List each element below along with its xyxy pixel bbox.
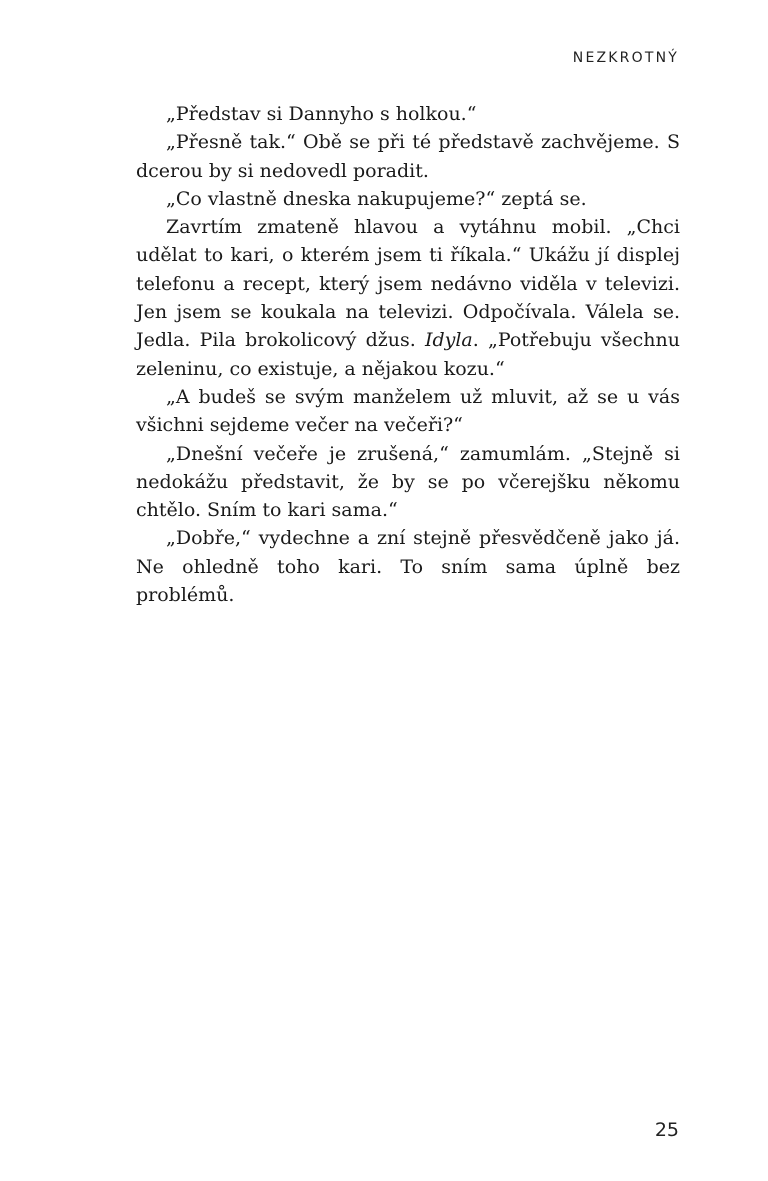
running-head: NEZKROTNÝ (572, 50, 679, 66)
italic-emphasis: Idyla (424, 329, 473, 352)
body-text (136, 100, 680, 609)
paragraph: „Přesně tak.“ Obě se při té představě zachvějeme. S dcerou by si nedovedl poradit. (136, 131, 680, 182)
paragraph: „A budeš se svým manželem už mluvit, až se u vás všichni sejdeme večer na večeři?“ (136, 385, 680, 437)
paragraph: „Dnešní večeře je zrušená,“ zamumlám. „Stejně si nedokážu představit, že by se po včerejšku někomu chtělo. Sním to kari sama.“ (136, 442, 680, 522)
paragraph-text: . „Potřebuju všechnu zeleninu, co existuje, a nějakou kozu.“ (136, 329, 681, 380)
paragraph (136, 213, 680, 383)
page-number: 25 (654, 1119, 679, 1141)
paragraph: „Představ si Dannyho s holkou.“ (166, 103, 477, 125)
paragraph: „Co vlastně dneska nakupujeme?“ zeptá se. (166, 187, 587, 210)
paragraph-text: Zavrtím zmateně hlavou a vytáhnu mobil. „Chci udělat to kari, o kterém jsem ti říkala.“ Ukážu jí displej telefonu a recept, který jsem nedávno viděla v televizi. Jen jsem se koukala na televizi. Odpočívala. Válela se. Jedla. Pila brokolicový džus. (136, 216, 680, 352)
paragraph: „Dobře,“ vydechne a zní stejně přesvědčeně jako já. Ne ohledně toho kari. To sním sama úplně bez problémů. (136, 527, 680, 607)
